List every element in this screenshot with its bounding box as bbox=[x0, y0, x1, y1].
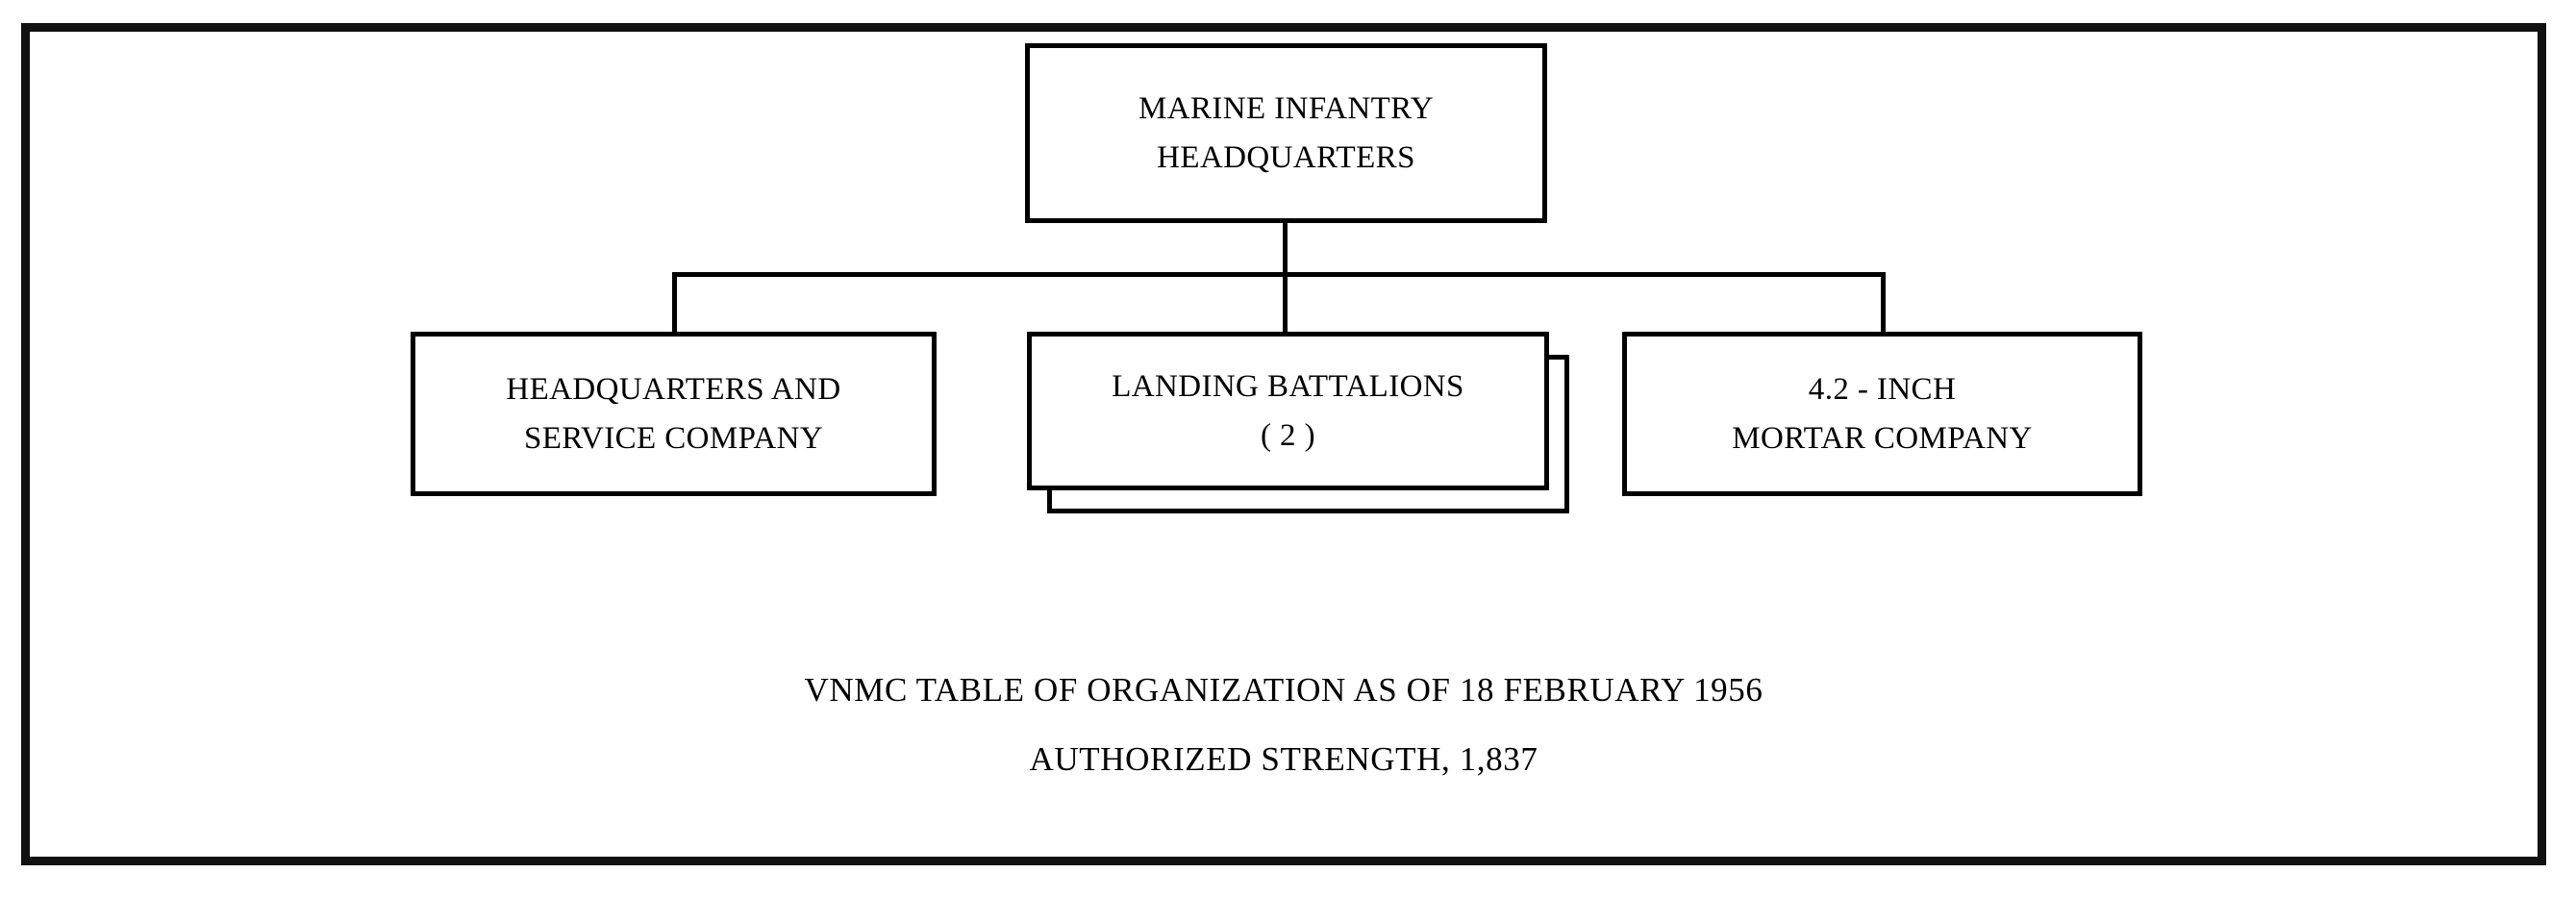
node-label-line2: SERVICE COMPANY bbox=[523, 420, 824, 456]
node-mortar-company bbox=[1622, 332, 2142, 496]
node-label-line1: LANDING BATTALIONS bbox=[1112, 368, 1464, 404]
node-headquarters-and-service-company bbox=[411, 332, 937, 496]
connector-line-right-branch bbox=[1881, 272, 1886, 334]
node-label-line1: 4.2 - INCH bbox=[1808, 371, 1957, 407]
chart-caption bbox=[30, 666, 2538, 783]
caption-line-strength: AUTHORIZED STRENGTH, 1,837 bbox=[1029, 739, 1538, 778]
connector-line-left-branch bbox=[672, 272, 677, 334]
node-marine-infantry-headquarters bbox=[1025, 43, 1547, 223]
node-label-line1: HEADQUARTERS AND bbox=[506, 371, 841, 407]
node-label-line1: MARINE INFANTRY bbox=[1138, 90, 1434, 126]
node-label-line2: MORTAR COMPANY bbox=[1732, 420, 2033, 456]
node-landing-battalions bbox=[1027, 332, 1549, 490]
node-label-line2: ( 2 ) bbox=[1261, 417, 1315, 453]
organization-chart-frame bbox=[21, 23, 2546, 865]
caption-line-organization: VNMC TABLE OF ORGANIZATION AS OF 18 FEBRUARY 1956 bbox=[804, 671, 1763, 709]
node-label-line2: HEADQUARTERS bbox=[1157, 139, 1415, 175]
connector-line-horizontal-bus bbox=[672, 272, 1886, 277]
connector-line-headquarters-drop bbox=[1283, 220, 1288, 336]
